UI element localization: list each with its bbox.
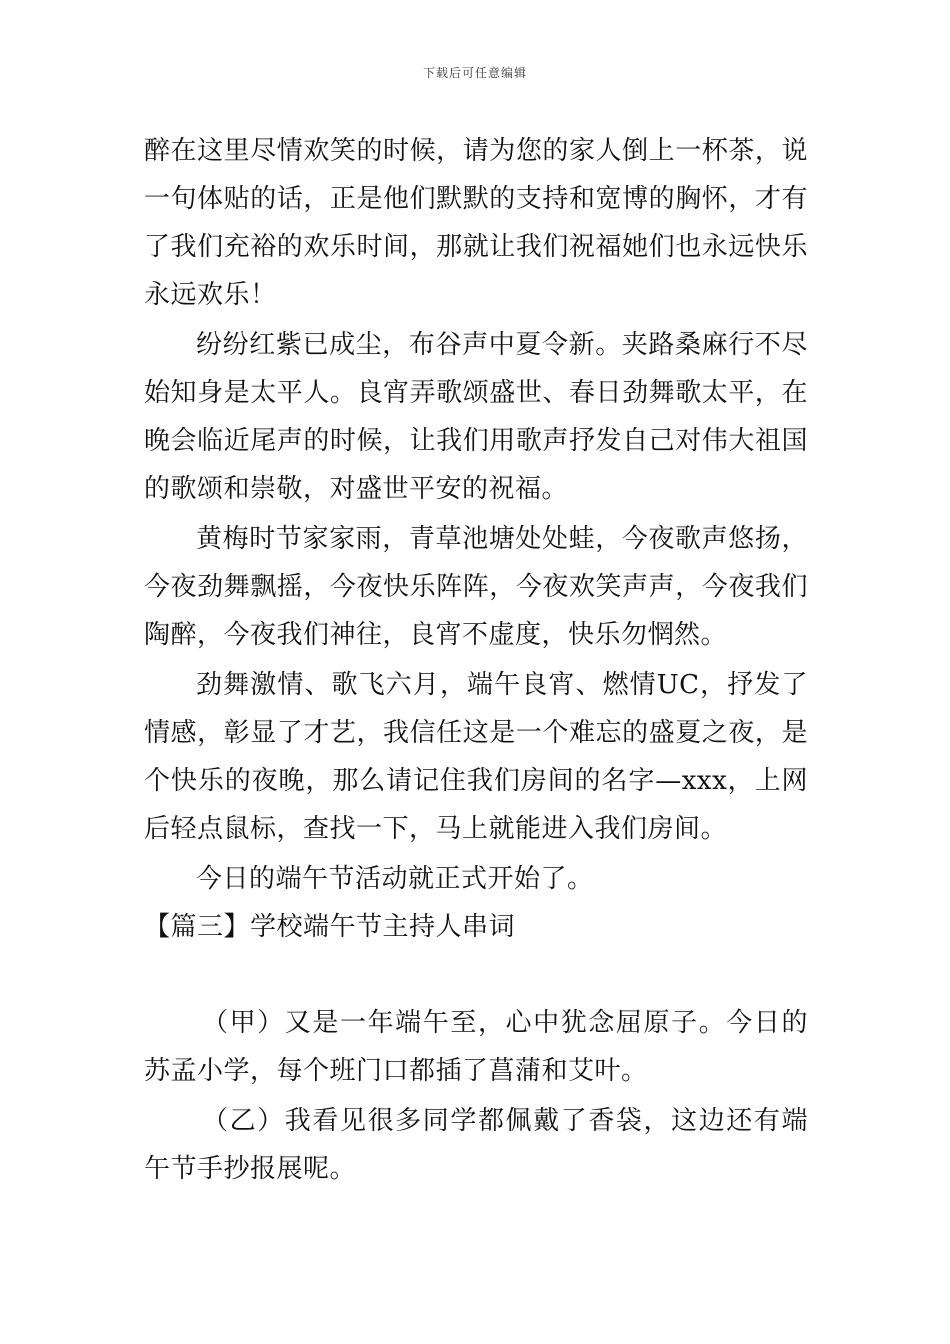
section-title: 【篇三】学校端午节主持人串词 bbox=[144, 912, 516, 942]
document-body bbox=[144, 127, 808, 1193]
paragraph-continuation: 醉在这里尽情欢笑的时候，请为您的家人倒上一杯茶，说一句体贴的话，正是他们默默的支持和宽博的胸怀，才有了我们充裕的欢乐时间，那就让我们祝福她们也永远快乐永远欢乐！ bbox=[144, 136, 808, 310]
paragraph-host-b: （乙）我看见很多同学都佩戴了香袋，这边还有端午节手抄报展呢。 bbox=[144, 1106, 808, 1184]
paragraph-room-name: 劲舞激情、歌飞六月，端午良宵、燃情UC，抒发了情感，彰显了才艺，我信任这是一个难忘的盛夏之夜，是个快乐的夜晚，那么请记住我们房间的名字—xxx，上网后轻点鼠标，查找一下，马上就能进入我们房间。 bbox=[144, 670, 808, 844]
paragraph-tonight: 黄梅时节家家雨，青草池塘处处蛙，今夜歌声悠扬，今夜劲舞飘摇，今夜快乐阵阵，今夜欢笑声声，今夜我们陶醉，今夜我们神往，良宵不虚度，快乐勿惘然。 bbox=[144, 524, 808, 650]
paragraph-opening: 今日的端午节活动就正式开始了。 bbox=[196, 864, 594, 894]
page-header: 下载后可任意编辑 bbox=[422, 66, 527, 80]
paragraph-host-a: （甲）又是一年端午至，心中犹念屈原子。今日的苏孟小学，每个班门口都插了菖蒲和艾叶。 bbox=[144, 1008, 808, 1086]
paragraph-summer-verse: 纷纷红紫已成尘，布谷声中夏令新。夹路桑麻行不尽始知身是太平人。良宵弄歌颂盛世、春日劲舞歌太平，在晚会临近尾声的时候，让我们用歌声抒发自己对伟大祖国的歌颂和崇敬，对盛世平安的祝福。 bbox=[144, 330, 808, 504]
